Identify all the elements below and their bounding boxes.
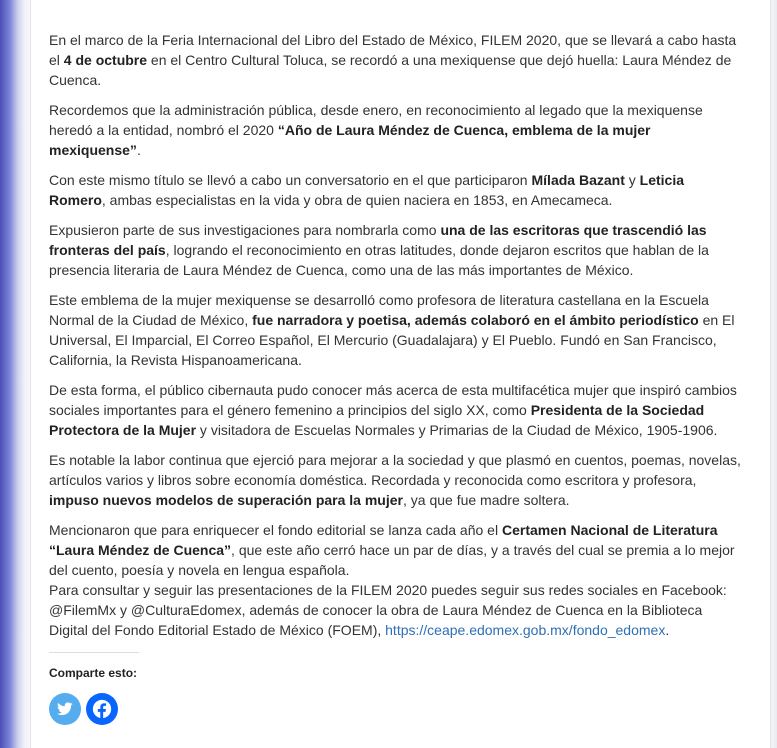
bold-text: “Año de Laura Méndez de Cuenca, emblema de la mujer mexiquense” xyxy=(49,122,651,158)
bold-text: una de las escritoras que trascendió las fronteras del país xyxy=(49,222,707,258)
paragraph-text: en el Centro Cultural Toluca, se recordó a una mexiquense que dejó huella: Laura Méndez de Cuenca. xyxy=(49,52,732,88)
paragraph-text: y visitadora de Escuelas Normales y Primarias de la Ciudad de México, 1905-1906. xyxy=(196,422,718,438)
share-buttons xyxy=(49,693,741,725)
bold-text: Mílada Bazant xyxy=(531,172,625,188)
paragraph-3 xyxy=(49,170,741,210)
paragraph-7 xyxy=(49,450,741,510)
paragraph-text: , que este año cerró hace un par de días, y a través del cual se premia a lo mejor del cuento, poesía y novela en lengua española. xyxy=(49,542,735,578)
paragraph-text: , ya que fue madre soltera. xyxy=(403,492,570,508)
paragraph-6 xyxy=(49,380,741,440)
article-card xyxy=(30,0,771,748)
fondo-edomex-link[interactable]: https://ceape.edomex.gob.mx/fondo_edomex xyxy=(385,622,666,638)
paragraph-text: . xyxy=(136,142,141,158)
facebook-f-icon xyxy=(92,699,112,719)
paragraph-text: Con este mismo título se llevó a cabo un conversatorio en el que participaron xyxy=(49,172,532,188)
paragraph-text: Expusieron parte de sus investigaciones para nombrarla como xyxy=(49,222,441,238)
paragraph-5 xyxy=(49,290,741,370)
paragraph-1 xyxy=(49,30,741,90)
paragraph-text: En el marco de la Feria Internacional del Libro del Estado de México, FILEM 2020, que se llevará a cabo hasta el xyxy=(49,32,737,68)
paragraph-8 xyxy=(49,520,741,580)
share-title: Comparte esto: xyxy=(49,666,138,680)
bold-text: fue narradora y poetisa, además colaboró en el ámbito periodístico xyxy=(252,312,699,328)
paragraph-text: De esta forma, el público cibernauta pudo conocer más acerca de esta multifacética mujer que inspiró cambios sociales importantes para el género femenino a principios del siglo XX, como xyxy=(49,382,737,418)
paragraph-text: y xyxy=(624,172,640,188)
paragraph-text: . xyxy=(665,622,670,638)
paragraph-text: Para consultar y seguir las presentaciones de la FILEM 2020 puedes seguir sus redes sociales en Facebook: @FilemMx y @CulturaEdomex, además de conocer la obra de Laura Méndez de Cuenca en la Biblioteca Digital del Fondo Editorial Estado de México (FOEM), xyxy=(49,582,727,638)
paragraph-text: Mencionaron que para enriquecer el fondo editorial se lanza cada año el xyxy=(49,522,502,538)
article-body xyxy=(49,30,741,725)
bold-text: Presidenta de la Sociedad Protectora de la Mujer xyxy=(49,402,705,438)
twitter-bird-icon xyxy=(57,702,73,716)
paragraph-text: Es notable la labor continua que ejerció para mejorar a la sociedad y que plasmó en cuentos, poemas, novelas, artículos varios y libros sobre economía doméstica. Recordada y reconocida como escritora y profesora, xyxy=(49,452,741,488)
paragraph-9 xyxy=(49,580,741,640)
paragraph-text: , logrando el reconocimiento en otras latitudes, donde dejaron escritos que hablan de la presencia literaria de Laura Méndez de Cuenca, como una de las más importantes de México. xyxy=(49,242,709,278)
bold-text: 4 de octubre xyxy=(63,52,148,68)
paragraph-4 xyxy=(49,220,741,280)
paragraph-text: Recordemos que la administración pública, desde enero, en reconocimiento al legado que la mexiquense heredó a la entidad, nombró el 2020 xyxy=(49,102,703,138)
share-twitter-button[interactable] xyxy=(49,693,81,725)
page-scroll-edge xyxy=(771,0,777,748)
bold-text: impuso nuevos modelos de superación para la mujer xyxy=(49,492,403,508)
paragraph-text: , ambas especialistas en la vida y obra de quien naciera en 1853, en Amecameca. xyxy=(101,192,613,208)
bold-text: Certamen Nacional de Literatura “Laura Méndez de Cuenca” xyxy=(49,522,718,558)
bold-text: Leticia Romero xyxy=(49,172,684,208)
paragraph-text: Este emblema de la mujer mexiquense se desarrolló como profesora de literatura castellana en la Escuela Normal de la Ciudad de México, xyxy=(49,292,709,328)
paragraph-text: en El Universal, El Imparcial, El Correo Español, El Mercurio (Guadalajara) y El Pueblo. Fundó en San Francisco, California, la Revista Hispanoamericana. xyxy=(49,312,735,368)
share-facebook-button[interactable] xyxy=(86,693,118,725)
share-divider xyxy=(49,652,139,653)
paragraph-2 xyxy=(49,100,741,160)
